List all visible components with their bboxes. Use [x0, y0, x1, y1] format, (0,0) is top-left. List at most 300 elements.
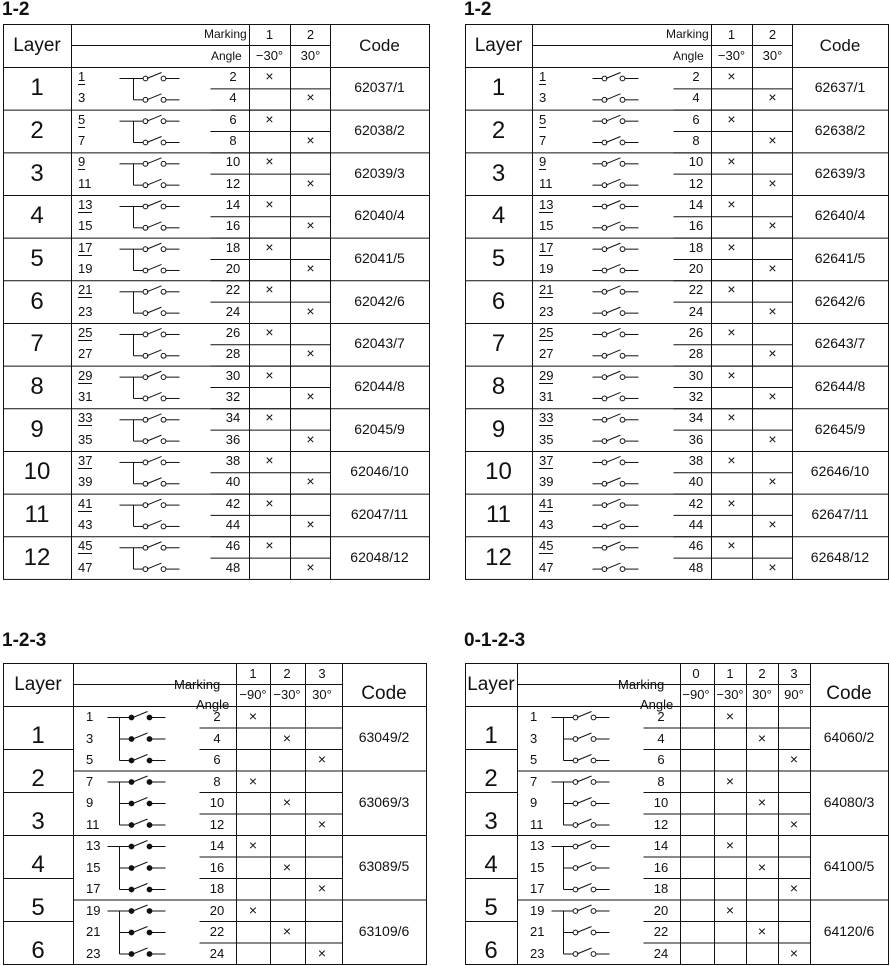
position-mark: ×	[768, 89, 777, 106]
position-mark: ×	[757, 794, 767, 810]
layer-number: 2	[491, 116, 506, 144]
position-mark: ×	[317, 944, 327, 961]
position-marking-3: 3	[790, 666, 798, 681]
terminal-out: 14	[209, 838, 225, 853]
layer-number: 4	[30, 202, 44, 230]
layer-number: 3	[484, 807, 498, 835]
position-mark: ×	[768, 387, 777, 404]
terminal-out: 2	[229, 69, 237, 84]
position-mark: ×	[725, 837, 735, 853]
terminal-out: 20	[653, 902, 669, 918]
position-mark: ×	[248, 837, 258, 853]
position-mark: ×	[306, 515, 315, 532]
terminal-in: 25	[539, 324, 554, 340]
position-mark: ×	[306, 558, 315, 575]
layer-number: 11	[486, 500, 511, 528]
terminal-out: 2	[692, 69, 700, 84]
terminal-in: 41	[78, 495, 93, 511]
terminal-in: 7	[86, 773, 94, 789]
terminal-in: 3	[539, 90, 547, 106]
position-mark: ×	[725, 708, 735, 724]
terminal-in: 19	[530, 902, 545, 918]
table-2-title: 1-2	[464, 0, 492, 20]
terminal-out: 6	[692, 111, 700, 127]
position-angle-1: 30°	[300, 48, 321, 63]
angle-header: Angle	[673, 49, 704, 63]
terminal-out: 16	[653, 859, 669, 875]
position-mark: ×	[768, 302, 777, 319]
position-mark: ×	[265, 537, 274, 554]
terminal-in: 3	[86, 730, 94, 746]
position-mark: ×	[306, 345, 315, 362]
terminal-out: 4	[692, 90, 700, 106]
terminal-in: 11	[78, 175, 92, 191]
layer-number: 12	[23, 543, 51, 571]
terminal-out: 2	[213, 709, 221, 724]
terminal-in: 9	[530, 795, 538, 810]
position-mark: ×	[789, 815, 799, 832]
layer-header: Layer	[467, 674, 515, 695]
layer-number: 7	[491, 330, 506, 358]
position-mark: ×	[317, 751, 327, 767]
product-code: 62047/11	[350, 505, 409, 522]
terminal-out: 48	[225, 559, 241, 575]
terminal-out: 6	[229, 111, 237, 127]
terminal-out: 24	[209, 945, 225, 961]
position-mark: ×	[317, 880, 327, 896]
position-angle-0: −30°	[255, 48, 284, 63]
terminal-in: 5	[86, 752, 94, 767]
terminal-in: 1	[86, 709, 94, 724]
terminal-in: 13	[86, 838, 101, 853]
position-mark: ×	[265, 238, 274, 255]
position-marking-1: 1	[249, 666, 257, 681]
terminal-in: 13	[530, 838, 545, 853]
terminal-out: 10	[225, 154, 241, 170]
terminal-out: 8	[692, 132, 700, 148]
terminal-in: 1	[539, 69, 547, 84]
position-mark: ×	[317, 815, 327, 832]
position-marking-3: 3	[318, 666, 326, 681]
marking-header: Marking	[174, 677, 221, 692]
terminal-in: 21	[530, 924, 545, 939]
terminal-in: 15	[86, 859, 101, 875]
terminal-in: 29	[539, 367, 554, 383]
position-mark: ×	[265, 366, 274, 383]
product-code: 64120/6	[823, 922, 875, 939]
terminal-out: 12	[225, 175, 241, 191]
terminal-in: 25	[78, 324, 93, 340]
terminal-out: 12	[209, 816, 225, 832]
terminal-out: 10	[688, 154, 704, 170]
layer-number: 10	[23, 458, 51, 486]
layer-number: 4	[31, 850, 45, 878]
terminal-out: 18	[209, 881, 225, 896]
terminal-out: 32	[225, 388, 241, 404]
position-mark: ×	[727, 494, 736, 511]
terminal-in: 45	[539, 538, 554, 554]
layer-number: 10	[485, 458, 512, 486]
terminal-in: 23	[86, 945, 101, 961]
position-mark: ×	[265, 409, 274, 426]
terminal-out: 36	[225, 431, 241, 447]
product-code: 62037/1	[354, 79, 405, 96]
position-mark: ×	[768, 131, 777, 148]
product-code: 64060/2	[823, 729, 875, 746]
product-code: 62644/8	[814, 377, 866, 394]
layer-number: 7	[30, 330, 44, 358]
terminal-in: 17	[539, 239, 554, 255]
marking-header: Marking	[666, 27, 709, 41]
layer-number: 1	[491, 74, 506, 102]
layer-number: 1	[31, 721, 45, 749]
terminal-out: 8	[657, 773, 665, 789]
terminal-out: 40	[688, 474, 704, 490]
terminal-out: 40	[225, 474, 241, 490]
position-angle-0: −90°	[682, 687, 710, 702]
terminal-out: 12	[653, 816, 669, 832]
terminal-in: 35	[78, 431, 93, 447]
terminal-out: 8	[229, 132, 237, 148]
layer-number: 3	[30, 159, 44, 187]
terminal-out: 30	[688, 367, 704, 383]
position-mark: ×	[757, 923, 767, 939]
terminal-out: 6	[213, 752, 221, 767]
position-mark: ×	[727, 195, 736, 212]
terminal-in: 13	[539, 196, 554, 212]
layer-number: 3	[491, 159, 506, 187]
product-code: 63049/2	[358, 729, 410, 746]
terminal-out: 28	[225, 346, 241, 362]
terminal-in: 15	[539, 218, 554, 234]
terminal-in: 3	[78, 90, 86, 106]
terminal-out: 16	[225, 218, 241, 234]
terminal-out: 48	[688, 559, 704, 575]
position-mark: ×	[265, 323, 274, 340]
angle-header: Angle	[640, 697, 674, 712]
terminal-out: 18	[688, 239, 704, 255]
layer-header: Layer	[14, 674, 62, 695]
terminal-in: 33	[539, 410, 554, 426]
terminal-in: 13	[78, 196, 93, 212]
product-code: 62038/2	[354, 121, 405, 138]
terminal-in: 39	[78, 474, 93, 490]
terminal-out: 44	[225, 516, 241, 532]
position-mark: ×	[727, 409, 736, 426]
layer-number: 8	[30, 372, 44, 400]
terminal-out: 22	[688, 282, 704, 298]
terminal-out: 34	[225, 410, 241, 426]
layer-number: 1	[484, 721, 498, 749]
position-mark: ×	[768, 345, 777, 362]
position-mark: ×	[768, 558, 777, 575]
position-marking-2: 2	[768, 27, 777, 42]
table-4-title: 0-1-2-3	[464, 630, 526, 651]
product-code: 64080/3	[823, 793, 875, 810]
table-3-title: 1-2-3	[2, 630, 47, 651]
terminal-in: 7	[539, 132, 547, 148]
product-code: 64100/5	[823, 858, 875, 875]
terminal-out: 46	[225, 538, 241, 554]
position-mark: ×	[727, 110, 736, 127]
position-angle-1: −30°	[273, 687, 301, 702]
terminal-in: 31	[539, 388, 554, 404]
position-mark: ×	[725, 901, 735, 918]
terminal-in: 45	[78, 538, 93, 554]
terminal-in: 37	[539, 452, 554, 468]
position-mark: ×	[789, 880, 799, 896]
position-mark: ×	[265, 451, 274, 468]
layer-number: 2	[30, 116, 44, 144]
position-mark: ×	[727, 323, 736, 340]
terminal-in: 43	[539, 516, 554, 532]
terminal-out: 42	[225, 495, 241, 511]
terminal-in: 47	[539, 559, 554, 575]
product-code: 62639/3	[814, 164, 866, 181]
terminal-out: 8	[213, 773, 221, 789]
terminal-out: 4	[229, 90, 237, 106]
terminal-out: 24	[688, 303, 704, 319]
position-mark: ×	[789, 944, 799, 961]
product-code: 62637/1	[814, 79, 866, 96]
position-mark: ×	[248, 901, 258, 918]
position-marking-2: 2	[306, 27, 315, 42]
position-marking-2: 2	[283, 666, 291, 681]
terminal-out: 22	[209, 924, 225, 939]
position-mark: ×	[789, 751, 799, 767]
angle-header: Angle	[196, 697, 230, 712]
terminal-out: 6	[657, 752, 665, 767]
terminal-in: 1	[530, 709, 538, 724]
position-mark: ×	[265, 195, 274, 212]
position-mark: ×	[727, 68, 736, 84]
terminal-out: 4	[657, 730, 665, 746]
layer-number: 5	[484, 893, 498, 921]
product-code: 62041/5	[354, 249, 405, 266]
layer-number: 6	[31, 936, 45, 964]
position-mark: ×	[306, 131, 315, 148]
product-code: 62647/11	[811, 505, 869, 522]
layer-header: Layer	[13, 35, 61, 56]
terminal-in: 17	[78, 239, 93, 255]
layer-number: 6	[484, 936, 498, 964]
position-mark: ×	[727, 537, 736, 554]
position-mark: ×	[265, 68, 274, 84]
terminal-in: 41	[539, 495, 554, 511]
terminal-in: 11	[530, 816, 544, 832]
layer-number: 6	[30, 287, 44, 315]
position-angle-1: −30°	[716, 687, 744, 702]
position-mark: ×	[768, 174, 777, 191]
position-mark: ×	[265, 281, 274, 298]
position-mark: ×	[757, 858, 767, 875]
product-code: 63109/6	[358, 922, 410, 939]
position-angle-0: −30°	[717, 48, 746, 63]
product-code: 62040/4	[354, 207, 405, 224]
terminal-in: 15	[78, 218, 93, 234]
layer-number: 2	[31, 764, 45, 792]
position-mark: ×	[248, 708, 258, 724]
position-angle-2: 30°	[312, 687, 332, 702]
terminal-out: 14	[653, 838, 669, 853]
layer-number: 8	[491, 372, 506, 400]
position-mark: ×	[768, 430, 777, 447]
position-mark: ×	[768, 259, 777, 276]
product-code: 62641/5	[814, 249, 866, 266]
terminal-in: 39	[539, 474, 554, 490]
angle-header: Angle	[211, 49, 242, 63]
terminal-in: 7	[530, 773, 538, 789]
terminal-out: 20	[225, 260, 241, 276]
terminal-in: 11	[86, 816, 100, 832]
terminal-out: 20	[688, 260, 704, 276]
layer-number: 2	[484, 764, 498, 792]
table-grid-lines	[465, 663, 890, 966]
terminal-out: 28	[688, 346, 704, 362]
code-header: Code	[819, 36, 861, 55]
product-code: 62044/8	[354, 377, 405, 394]
terminal-out: 16	[209, 859, 225, 875]
terminal-out: 22	[225, 282, 241, 298]
terminal-in: 19	[539, 260, 554, 276]
terminal-out: 42	[688, 495, 704, 511]
product-code: 62048/12	[350, 548, 409, 565]
terminal-out: 38	[688, 452, 704, 468]
terminal-in: 9	[539, 154, 547, 170]
position-mark: ×	[727, 238, 736, 255]
terminal-out: 18	[653, 881, 669, 896]
terminal-in: 23	[539, 303, 554, 319]
product-code: 62043/7	[354, 335, 405, 352]
position-mark: ×	[306, 259, 315, 276]
terminal-out: 34	[688, 410, 704, 426]
position-mark: ×	[282, 729, 292, 746]
position-mark: ×	[248, 772, 258, 789]
position-mark: ×	[265, 494, 274, 511]
position-mark: ×	[306, 217, 315, 234]
terminal-in: 1	[78, 69, 86, 84]
position-mark: ×	[306, 89, 315, 106]
position-marking-2: 2	[758, 666, 766, 681]
position-mark: ×	[306, 302, 315, 319]
terminal-in: 5	[539, 111, 547, 127]
layer-header: Layer	[474, 35, 523, 56]
layer-number: 5	[491, 244, 506, 272]
product-code: 63089/5	[358, 858, 410, 875]
position-mark: ×	[306, 174, 315, 191]
terminal-in: 43	[78, 516, 93, 532]
marking-header: Marking	[204, 27, 247, 41]
switch-symbols	[108, 712, 166, 957]
position-mark: ×	[727, 366, 736, 383]
terminal-in: 27	[78, 346, 93, 362]
terminal-in: 23	[78, 303, 93, 319]
position-mark: ×	[282, 794, 292, 810]
terminal-in: 21	[539, 282, 554, 298]
product-code: 62640/4	[814, 207, 866, 224]
position-mark: ×	[757, 729, 767, 746]
terminal-in: 47	[78, 559, 93, 575]
terminal-out: 18	[225, 239, 241, 255]
terminal-out: 14	[688, 196, 704, 212]
terminal-in: 9	[78, 154, 86, 170]
product-code: 62046/10	[350, 463, 409, 480]
terminal-out: 26	[225, 324, 241, 340]
layer-number: 6	[491, 287, 506, 315]
position-mark: ×	[282, 923, 292, 939]
terminal-in: 17	[86, 881, 101, 896]
terminal-in: 23	[530, 945, 545, 961]
terminal-out: 26	[688, 324, 704, 340]
code-header: Code	[359, 36, 400, 55]
terminal-in: 11	[539, 175, 553, 191]
terminal-out: 32	[688, 388, 704, 404]
position-marking-1: 1	[727, 27, 736, 42]
position-mark: ×	[306, 473, 315, 490]
terminal-out: 30	[225, 367, 241, 383]
terminal-out: 44	[688, 516, 704, 532]
terminal-out: 2	[657, 709, 665, 724]
layer-number: 12	[485, 543, 512, 571]
terminal-in: 37	[78, 452, 93, 468]
position-angle-3: 90°	[784, 687, 804, 702]
code-header: Code	[826, 683, 872, 704]
position-marking-1: 1	[265, 27, 274, 42]
product-code: 62646/10	[810, 463, 870, 480]
terminal-in: 7	[78, 132, 86, 148]
position-mark: ×	[768, 217, 777, 234]
table-1-title: 1-2	[2, 0, 30, 20]
position-mark: ×	[727, 153, 736, 170]
terminal-in: 9	[86, 795, 94, 810]
terminal-out: 24	[225, 303, 241, 319]
position-mark: ×	[306, 430, 315, 447]
layer-number: 9	[491, 415, 506, 443]
layer-number: 5	[30, 244, 44, 272]
terminal-in: 21	[78, 282, 93, 298]
position-mark: ×	[265, 110, 274, 127]
product-code: 62045/9	[354, 420, 405, 437]
layer-number: 4	[491, 202, 506, 230]
layer-number: 5	[31, 893, 45, 921]
terminal-out: 4	[213, 730, 221, 746]
terminal-in: 3	[530, 730, 538, 746]
terminal-out: 36	[688, 431, 704, 447]
terminal-in: 33	[78, 410, 93, 426]
switch-symbols	[120, 73, 180, 572]
product-code: 62642/6	[814, 292, 866, 309]
position-mark: ×	[768, 473, 777, 490]
layer-number: 4	[484, 850, 498, 878]
position-mark: ×	[265, 153, 274, 170]
terminal-in: 19	[86, 902, 101, 918]
product-code: 62638/2	[814, 121, 866, 138]
position-mark: ×	[282, 858, 292, 875]
position-mark: ×	[727, 451, 736, 468]
position-mark: ×	[725, 772, 735, 789]
terminal-out: 38	[225, 452, 241, 468]
marking-header: Marking	[618, 677, 665, 692]
terminal-out: 12	[688, 175, 704, 191]
product-code: 62039/3	[354, 164, 405, 181]
product-code: 62645/9	[814, 420, 866, 437]
terminal-in: 29	[78, 367, 93, 383]
terminal-in: 19	[78, 260, 93, 276]
terminal-in: 15	[530, 859, 545, 875]
terminal-in: 27	[539, 346, 554, 362]
product-code: 62643/7	[814, 335, 866, 352]
position-marking-0: 0	[692, 666, 700, 681]
